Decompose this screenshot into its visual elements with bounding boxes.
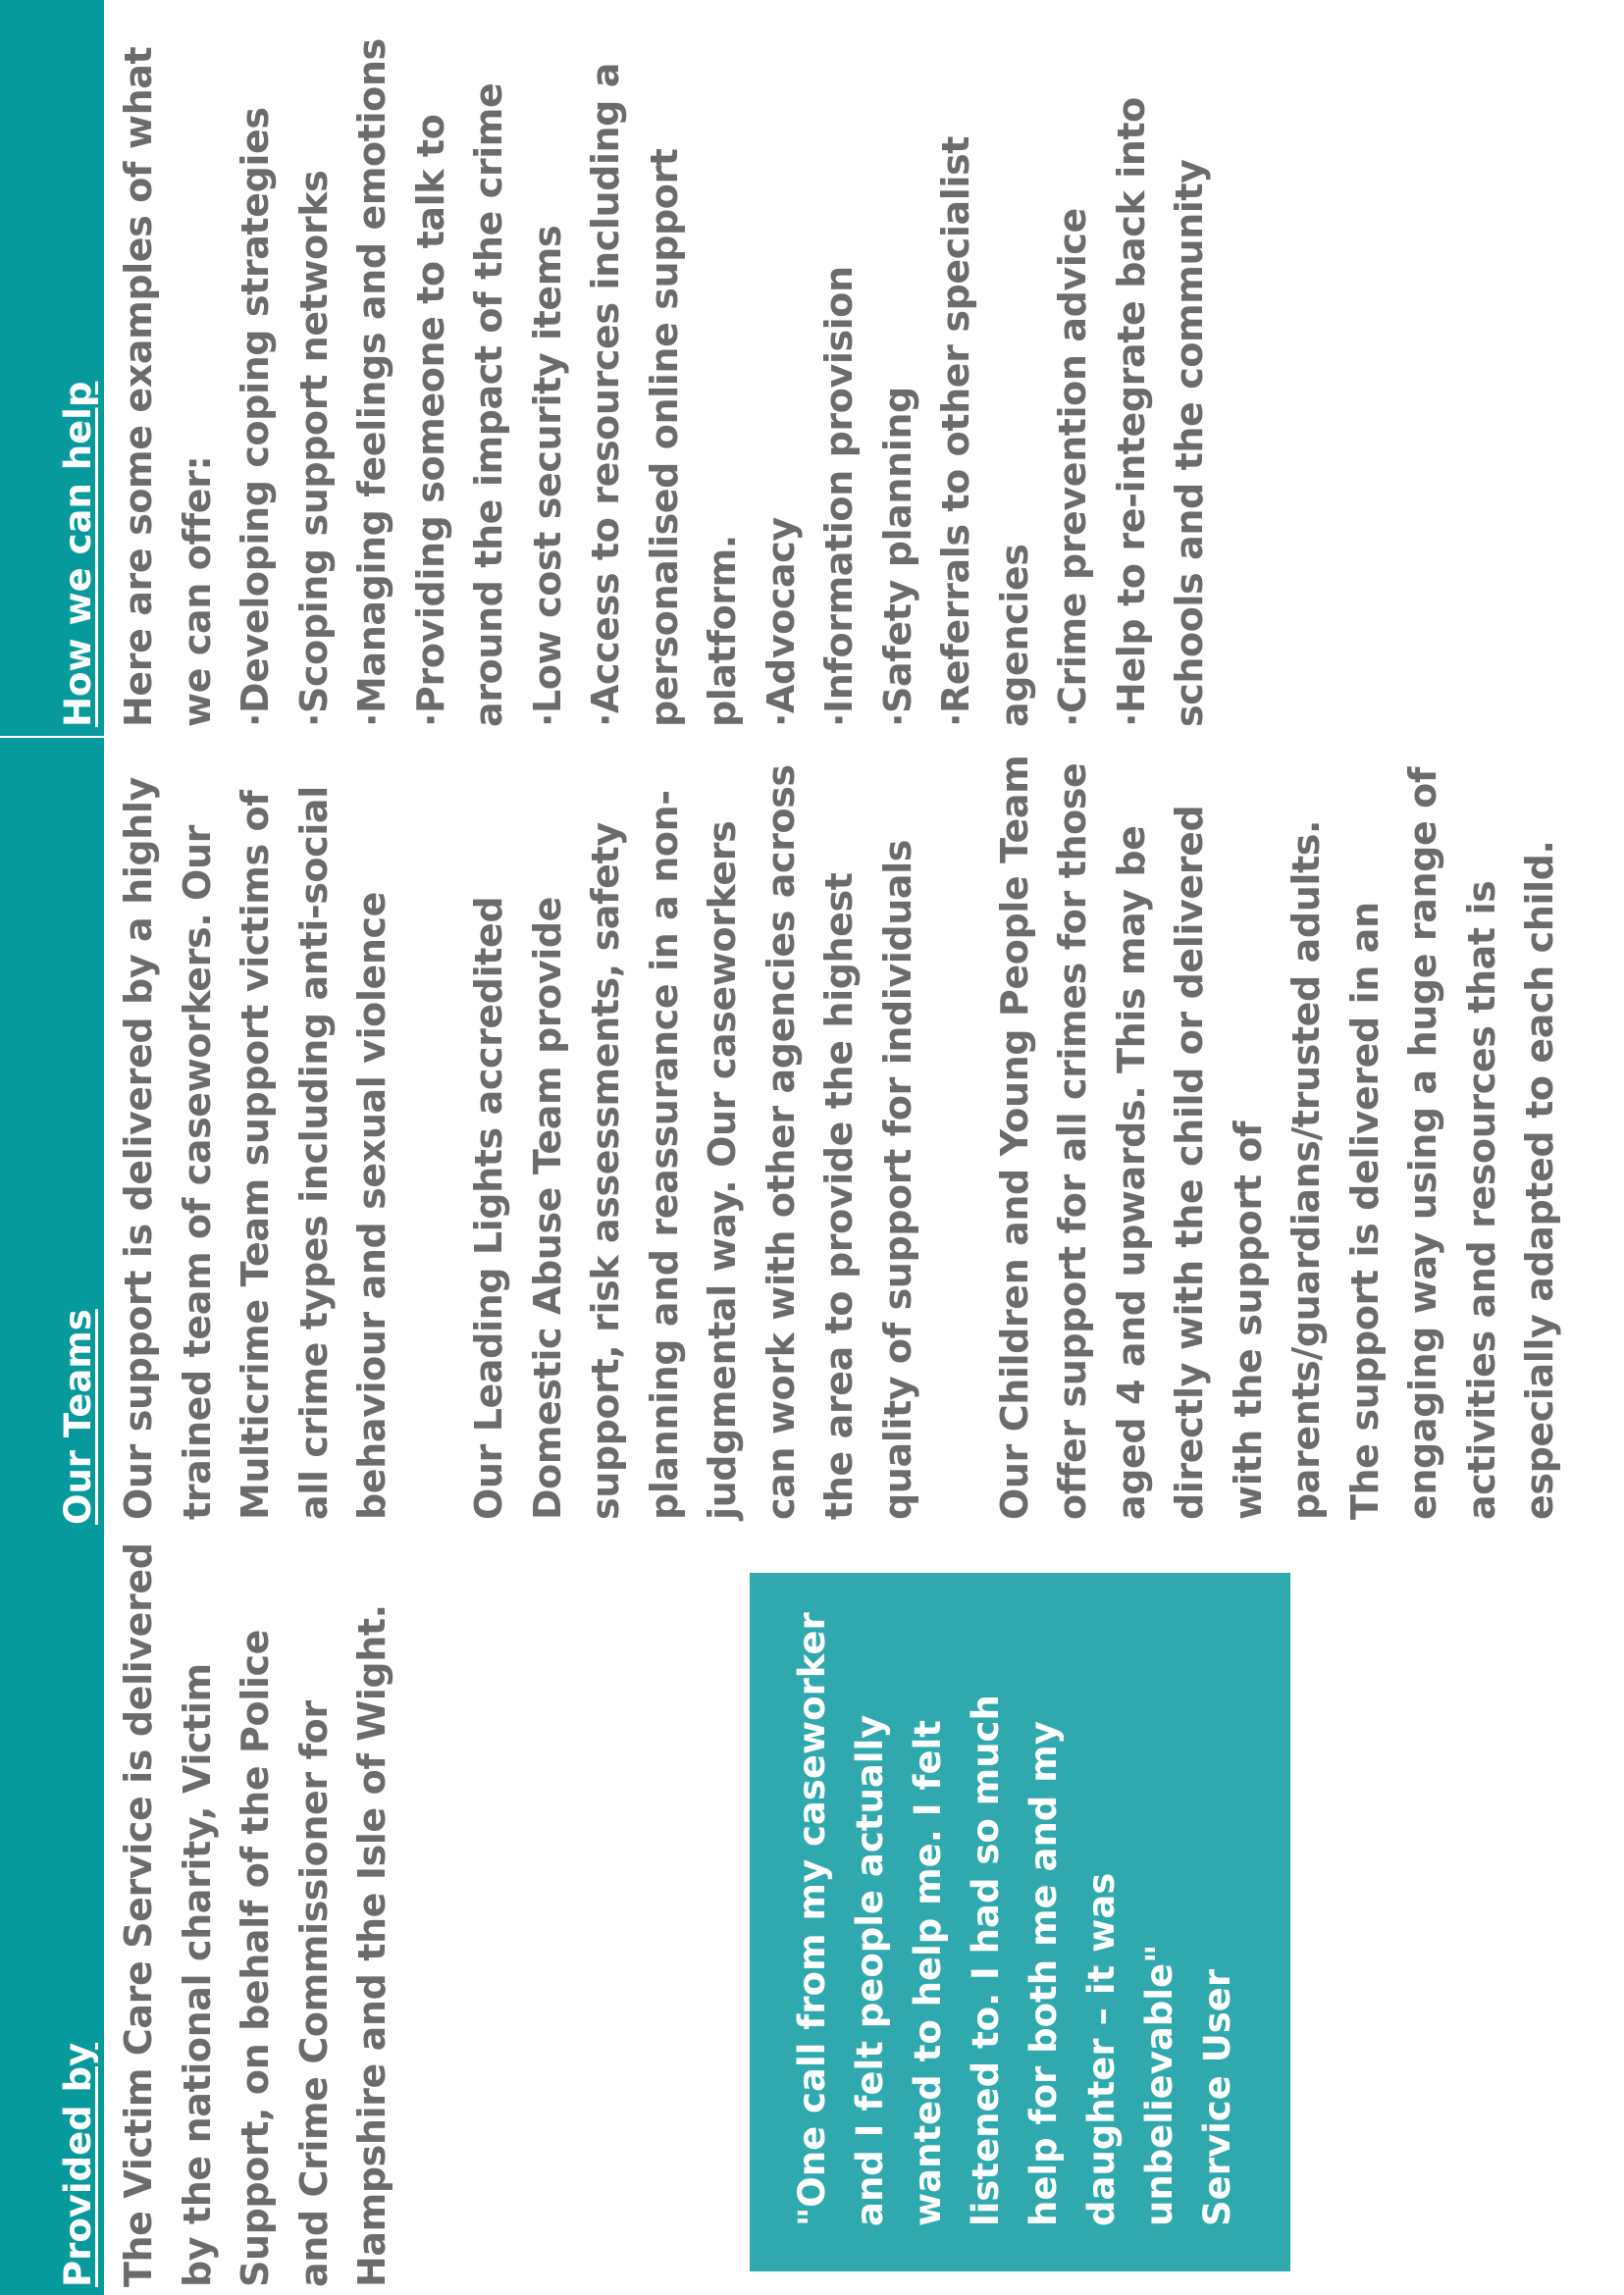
help-item: ·Providing someone to talk to around the impact of the crime [408, 82, 510, 727]
help-item: ·Advocacy [759, 517, 803, 727]
help-item: ·Low cost security items [525, 225, 569, 727]
heading-our-teams: Our Teams [57, 1309, 99, 1525]
help-intro: Here are some examples of what we can offer: [117, 46, 219, 727]
help-item: ·Developing coping strategies [234, 107, 277, 727]
help-item: ·Safety planning [875, 387, 919, 727]
help-item: ·Scoping support networks [291, 170, 336, 727]
our-teams-paragraph-domestic-abuse: Our Leading Lights accredited Domestic Abuse Team provide support, risk assessments, safety planning and reassurance in a non-judgmental way. Our caseworkers can work with other agencies across the area to provide the highest quality of support for individuals [467, 764, 919, 1520]
help-item: ·Information provision [817, 266, 861, 727]
help-item: ·Managing feelings and emotions [350, 38, 393, 727]
provided-by-column [110, 1541, 402, 2287]
testimonial-attribution: Service User [1196, 1968, 1238, 2226]
heading-provided-by: Provided by [57, 2042, 99, 2287]
provided-by-text: The Victim Care Service is delivered by the national charity, Victim Support, on behalf of the Police and Crime Commissioner for Hampshire and the Isle of Wight. [117, 1542, 393, 2287]
help-item: ·Crime prevention advice [1051, 208, 1094, 727]
testimonial-quote: "One call from my caseworker and I felt people actually wanted to help me. I felt listened to. I had so much help for both me and my daughter – it was unbelievable" [791, 1612, 1180, 2226]
heading-how-we-can-help: How we can help [57, 381, 99, 727]
how-we-can-help-column [110, 1, 1220, 727]
help-item: ·Referrals to other specialist agencies [934, 136, 1036, 727]
testimonial-box [750, 1573, 1290, 2271]
help-item: ·Access to resources including a personalised online support platform. [584, 62, 744, 727]
our-teams-column [110, 745, 1570, 1520]
help-item: ·Help to re-integrate back into schools and the community [1109, 97, 1211, 727]
our-teams-paragraph-children: Our Children and Young People Team offer support for all crimes for those aged 4 and upwards. This may be directly with the child or delivered with the support of parents/guardians/trusted adults. The support is delivered in an engaging way using a huge range of activities and resources that is especially adapted to each child. [992, 755, 1561, 1520]
our-teams-paragraph-multicrime: Our support is delivered by a highly trained team of caseworkers. Our Multicrime Team support victims of all crime types including anti-social behaviour and sexual violence [117, 777, 393, 1520]
